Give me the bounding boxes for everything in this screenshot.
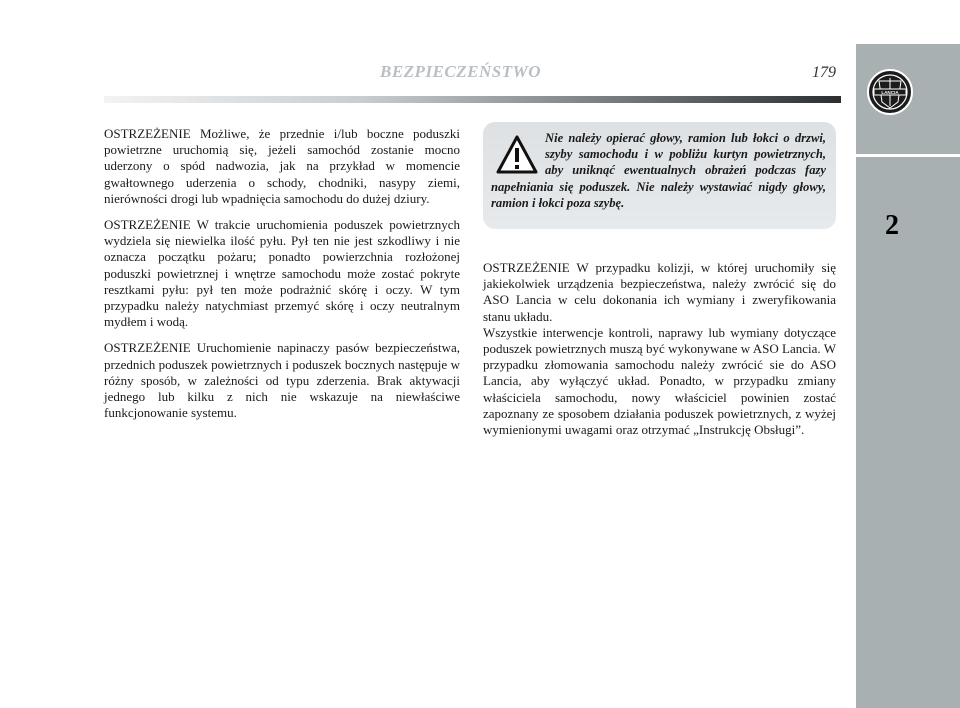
- section-title: BEZPIECZEŃSTWO: [380, 62, 541, 81]
- warning-triangle-icon: [495, 134, 539, 176]
- header-rule: [104, 96, 841, 103]
- warning-paragraph: OSTRZEŻENIE Uruchomienie napinaczy pasów bezpieczeństwa, przednich poduszek powietrznych i poduszek bocznych następuje w różny sposób, w zależności od typu zderzenia. Brak aktywacji jednego lub kilku z nich nie wskazuje na niewłaściwe funkcjonowanie systemu.: [104, 340, 460, 421]
- lancia-logo-icon: [866, 68, 914, 116]
- left-column: [104, 126, 460, 431]
- chapter-number: 2: [885, 210, 899, 241]
- warning-box: [483, 122, 836, 229]
- logo-text: LANCIA: [881, 90, 899, 95]
- warning-text: Nie należy opierać głowy, ramion lub łokci o drzwi, szyby samochodu i w pobliżu kurtyn powietrznych, aby uniknąć ewentualnych obrażeń podczas fazy napełniania się poduszek. Nie należy wystawiać nigdy głowy, ramion i łokci poza szybę.: [491, 131, 826, 210]
- warning-paragraph: OSTRZEŻENIE Możliwe, że przednie i/lub boczne poduszki powietrzne uruchomią się, jeżeli samochód zostanie mocno uderzony o spód nadwozia, jak na przykład w momencie gwałtownego uderzenia o schody, chodniki, nasypy ziemi, nierówności drogi lub wpadnięcia samochodu do dużej dziury.: [104, 126, 460, 206]
- right-column: [483, 260, 836, 438]
- page-number: 179: [812, 64, 836, 81]
- warning-paragraph: OSTRZEŻENIE W trakcie uruchomienia poduszek powietrznych wydziela się niewielka ilość pyłu. Pył ten nie jest szkodliwy i nie oznacza początku pożaru; ponadto powierzchnia rozłożonej poduszki powietrznej i wnętrze samochodu może zostać pokryte resztkami pyłu: pył ten może podrażnić skórę i oczy. W tym przypadku należy natychmiast przemyć skórę i oczy neutralnym mydłem i wodą.: [104, 217, 460, 330]
- chapter-side-tab: [856, 44, 960, 708]
- body-paragraph: Wszystkie interwencje kontroli, naprawy lub wymiany dotyczące poduszek powietrznych muszą być wykonywane w ASO Lancia. W przypadku złomowania samochodu należy zwrócić sie do ASO Lancia, aby wyłączyć układ. Ponadto, w przypadku zmiany właściciela samochodu, nowy właściciel powinien zostać zapoznany ze sposobem działania poduszek powietrznych, z wyżej wymienionymi uwagami oraz otrzymać „Instrukcję Obsługi”.: [483, 324, 836, 438]
- tab-divider: [856, 154, 960, 157]
- warning-paragraph: OSTRZEŻENIE W przypadku kolizji, w której uruchomiły się jakiekolwiek urządzenia bezpieczeństwa, należy zwrócić się do ASO Lancia w celu dokonania ich wymiany i zweryfikowania stanu układu.: [483, 260, 836, 324]
